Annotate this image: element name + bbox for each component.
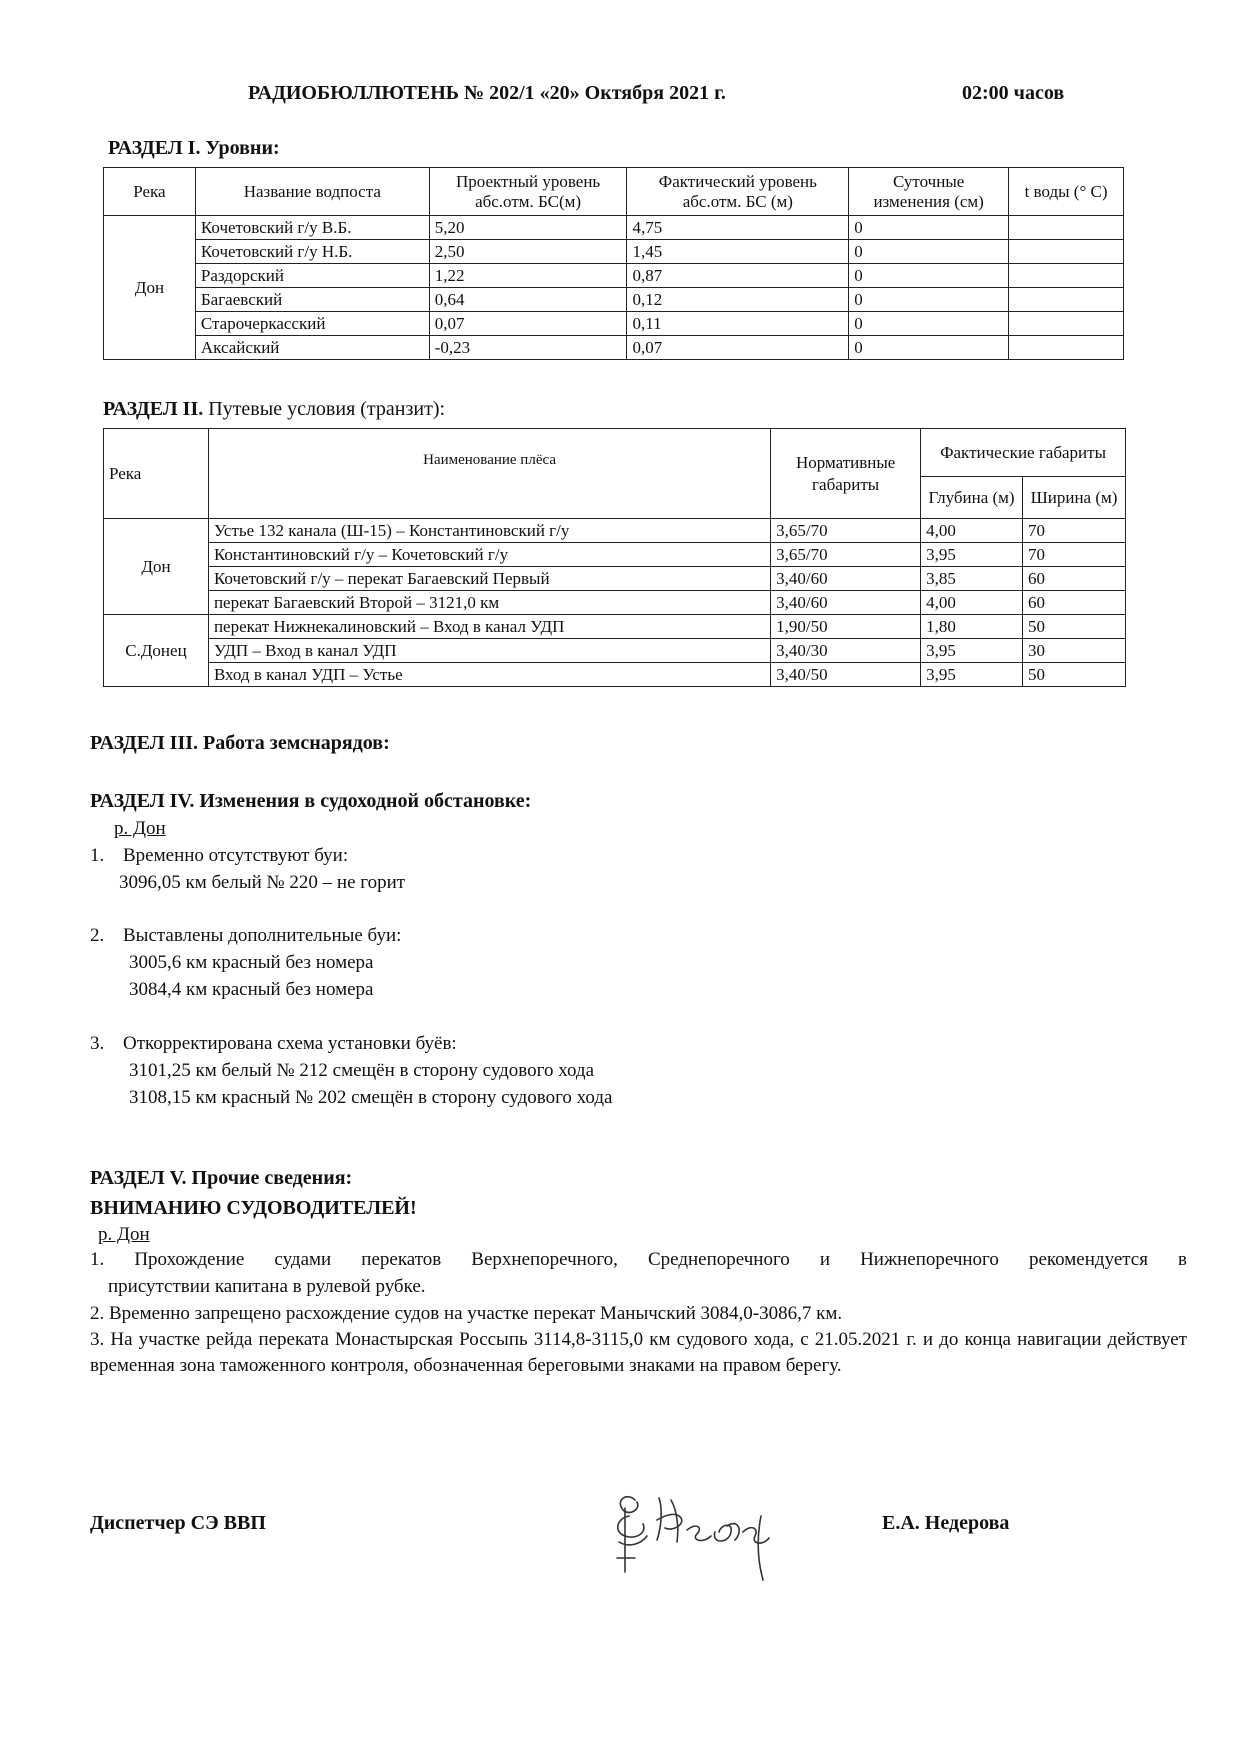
levels-cell-change: 0: [849, 336, 1009, 360]
levels-col-river: Река: [104, 168, 196, 216]
transit-cell-depth: 3,85: [921, 567, 1023, 591]
item-head: Выставлены дополнительные буи:: [123, 925, 402, 946]
transit-col-river: Река: [104, 429, 209, 519]
transit-row: [104, 543, 1126, 567]
section1-title: РАЗДЕЛ I. Уровни:: [108, 137, 280, 159]
transit-river-cell: Дон: [104, 519, 209, 615]
levels-col-temp: t воды (° С): [1009, 168, 1124, 216]
levels-cell-station: Кочетовский г/у В.Б.: [195, 216, 429, 240]
transit-cell-width: 50: [1023, 663, 1126, 687]
levels-cell-change: 0: [849, 216, 1009, 240]
transit-table: [103, 428, 1126, 687]
transit-cell-width: 50: [1023, 615, 1126, 639]
levels-cell-actual: 0,11: [627, 312, 849, 336]
levels-cell-change: 0: [849, 288, 1009, 312]
levels-cell-design: 0,07: [429, 312, 627, 336]
footer-role: Диспетчер СЭ ВВП: [90, 1512, 266, 1534]
bulletin-time: 02:00 часов: [962, 82, 1065, 104]
signature-image: [607, 1488, 787, 1603]
transit-cell-depth: 1,80: [921, 615, 1023, 639]
levels-cell-temp: [1009, 216, 1124, 240]
levels-cell-design: -0,23: [429, 336, 627, 360]
transit-cell-norm: 3,65/70: [771, 519, 921, 543]
transit-cell-reach: Константиновский г/у – Кочетовский г/у: [208, 543, 770, 567]
transit-cell-width: 60: [1023, 567, 1126, 591]
levels-river-cell: Дон: [104, 216, 196, 360]
item-line: 3101,25 км белый № 212 смещён в сторону судового хода: [129, 1060, 595, 1081]
section2-title-rest: Путевые условия (транзит):: [203, 398, 446, 420]
item-line: 3005,6 км красный без номера: [129, 952, 374, 973]
levels-cell-design: 2,50: [429, 240, 627, 264]
levels-cell-station: Старочеркасский: [195, 312, 429, 336]
transit-cell-norm: 1,90/50: [771, 615, 921, 639]
levels-cell-station: Раздорский: [195, 264, 429, 288]
levels-row: [104, 312, 1124, 336]
transit-row: [104, 519, 1126, 543]
levels-row: [104, 216, 1124, 240]
section5-para-3: 3. На участке рейда переката Монастырская Россыпь 3114,8-3115,0 км судового хода, с 21.05.2021 г. и до конца навигации действует временная зона таможенного контроля, обозначенная береговыми знаками на правом берегу.: [90, 1329, 1187, 1376]
transit-row: [104, 615, 1126, 639]
transit-cell-depth: 4,00: [921, 591, 1023, 615]
transit-col-norm: Нормативные габариты: [771, 429, 921, 519]
levels-cell-station: Аксайский: [195, 336, 429, 360]
section5-para-2: 2. Временно запрещено расхождение судов на участке перекат Манычский 3084,0-3086,7 км.: [90, 1303, 843, 1324]
section4-item-3: [90, 1030, 612, 1111]
section5-para-1-cont: присутствии капитана в рулевой рубке.: [108, 1276, 426, 1297]
bulletin-title: РАДИОБЮЛЛЮТЕНЬ № 202/1 «20» Октября 2021 г.: [248, 82, 726, 104]
transit-col-width: Ширина (м): [1023, 477, 1126, 519]
section5-subtitle: ВНИМАНИЮ СУДОВОДИТЕЛЕЙ!: [90, 1197, 417, 1219]
transit-cell-reach: Вход в канал УДП – Устье: [208, 663, 770, 687]
bulletin-header: [248, 82, 1098, 105]
item-line: 3108,15 км красный № 202 смещён в сторону судового хода: [129, 1087, 613, 1108]
levels-cell-station: Кочетовский г/у Н.Б.: [195, 240, 429, 264]
levels-row: [104, 288, 1124, 312]
transit-cell-width: 70: [1023, 543, 1126, 567]
section3-title: РАЗДЕЛ III. Работа земснарядов:: [90, 732, 390, 754]
item-number: 3.: [90, 1033, 105, 1054]
transit-cell-width: 70: [1023, 519, 1126, 543]
levels-table-body: [104, 216, 1124, 360]
transit-row: [104, 567, 1126, 591]
transit-cell-width: 60: [1023, 591, 1126, 615]
levels-row: [104, 240, 1124, 264]
levels-cell-design: 1,22: [429, 264, 627, 288]
section4-river: р. Дон: [114, 818, 166, 839]
transit-cell-norm: 3,40/30: [771, 639, 921, 663]
levels-cell-actual: 1,45: [627, 240, 849, 264]
levels-cell-design: 5,20: [429, 216, 627, 240]
levels-col-actual: Фактический уровень абс.отм. БС (м): [627, 168, 849, 216]
levels-cell-change: 0: [849, 240, 1009, 264]
levels-cell-actual: 4,75: [627, 216, 849, 240]
transit-cell-reach: перекат Багаевский Второй – 3121,0 км: [208, 591, 770, 615]
transit-cell-reach: УДП – Вход в канал УДП: [208, 639, 770, 663]
item-line: 3096,05 км белый № 220 – не горит: [119, 872, 406, 893]
section4-item-1: [90, 842, 405, 896]
transit-cell-norm: 3,65/70: [771, 543, 921, 567]
levels-cell-actual: 0,12: [627, 288, 849, 312]
transit-cell-depth: 4,00: [921, 519, 1023, 543]
levels-row: [104, 336, 1124, 360]
transit-cell-reach: Кочетовский г/у – перекат Багаевский Первый: [208, 567, 770, 591]
transit-row: [104, 663, 1126, 687]
transit-cell-norm: 3,40/50: [771, 663, 921, 687]
item-line: 3084,4 км красный без номера: [129, 979, 374, 1000]
levels-col-change: Суточные изменения (см): [849, 168, 1009, 216]
transit-row: [104, 591, 1126, 615]
item-head: Откорректирована схема установки буёв:: [123, 1033, 457, 1054]
levels-cell-temp: [1009, 264, 1124, 288]
section5-title-block: [90, 1163, 417, 1223]
levels-cell-temp: [1009, 336, 1124, 360]
levels-cell-temp: [1009, 288, 1124, 312]
levels-cell-change: 0: [849, 264, 1009, 288]
transit-row: [104, 639, 1126, 663]
levels-cell-design: 0,64: [429, 288, 627, 312]
item-head: Временно отсутствуют буи:: [123, 845, 349, 866]
handwritten-signature-icon: [607, 1488, 787, 1598]
transit-col-depth: Глубина (м): [921, 477, 1023, 519]
levels-col-station: Название водпоста: [195, 168, 429, 216]
transit-col-name: Наименование плёса: [208, 429, 770, 519]
transit-cell-width: 30: [1023, 639, 1126, 663]
item-number: 2.: [90, 925, 105, 946]
transit-cell-depth: 3,95: [921, 663, 1023, 687]
section5-title: РАЗДЕЛ V. Прочие сведения:: [90, 1167, 353, 1189]
levels-cell-actual: 0,07: [627, 336, 849, 360]
levels-cell-temp: [1009, 240, 1124, 264]
section5-river: р. Дон: [98, 1224, 150, 1245]
transit-cell-depth: 3,95: [921, 639, 1023, 663]
section2-title-bold: РАЗДЕЛ II.: [103, 398, 204, 420]
levels-col-design: Проектный уровень абс.отм. БС(м): [429, 168, 627, 216]
transit-cell-depth: 3,95: [921, 543, 1023, 567]
levels-cell-actual: 0,87: [627, 264, 849, 288]
transit-cell-reach: перекат Нижнекалиновский – Вход в канал УДП: [208, 615, 770, 639]
levels-table: [103, 167, 1124, 360]
section5-para-1: 1. Прохождение судами перекатов Верхнепоречного, Среднепоречного и Нижнепоречного рекомендуется в: [90, 1249, 1187, 1270]
item-number: 1.: [90, 845, 105, 866]
section4-item-2: [90, 922, 401, 1003]
section4-title: РАЗДЕЛ IV. Изменения в судоходной обстановке:: [90, 790, 532, 812]
footer-name: Е.А. Недерова: [882, 1512, 1010, 1534]
levels-cell-station: Багаевский: [195, 288, 429, 312]
transit-cell-reach: Устье 132 канала (Ш-15) – Константиновский г/у: [208, 519, 770, 543]
transit-col-actual: Фактические габариты: [921, 429, 1126, 477]
levels-row: [104, 264, 1124, 288]
transit-cell-norm: 3,40/60: [771, 591, 921, 615]
transit-river-cell: С.Донец: [104, 615, 209, 687]
levels-cell-temp: [1009, 312, 1124, 336]
levels-cell-change: 0: [849, 312, 1009, 336]
transit-table-body: [104, 519, 1126, 687]
transit-cell-norm: 3,40/60: [771, 567, 921, 591]
section2-title: [103, 398, 445, 421]
